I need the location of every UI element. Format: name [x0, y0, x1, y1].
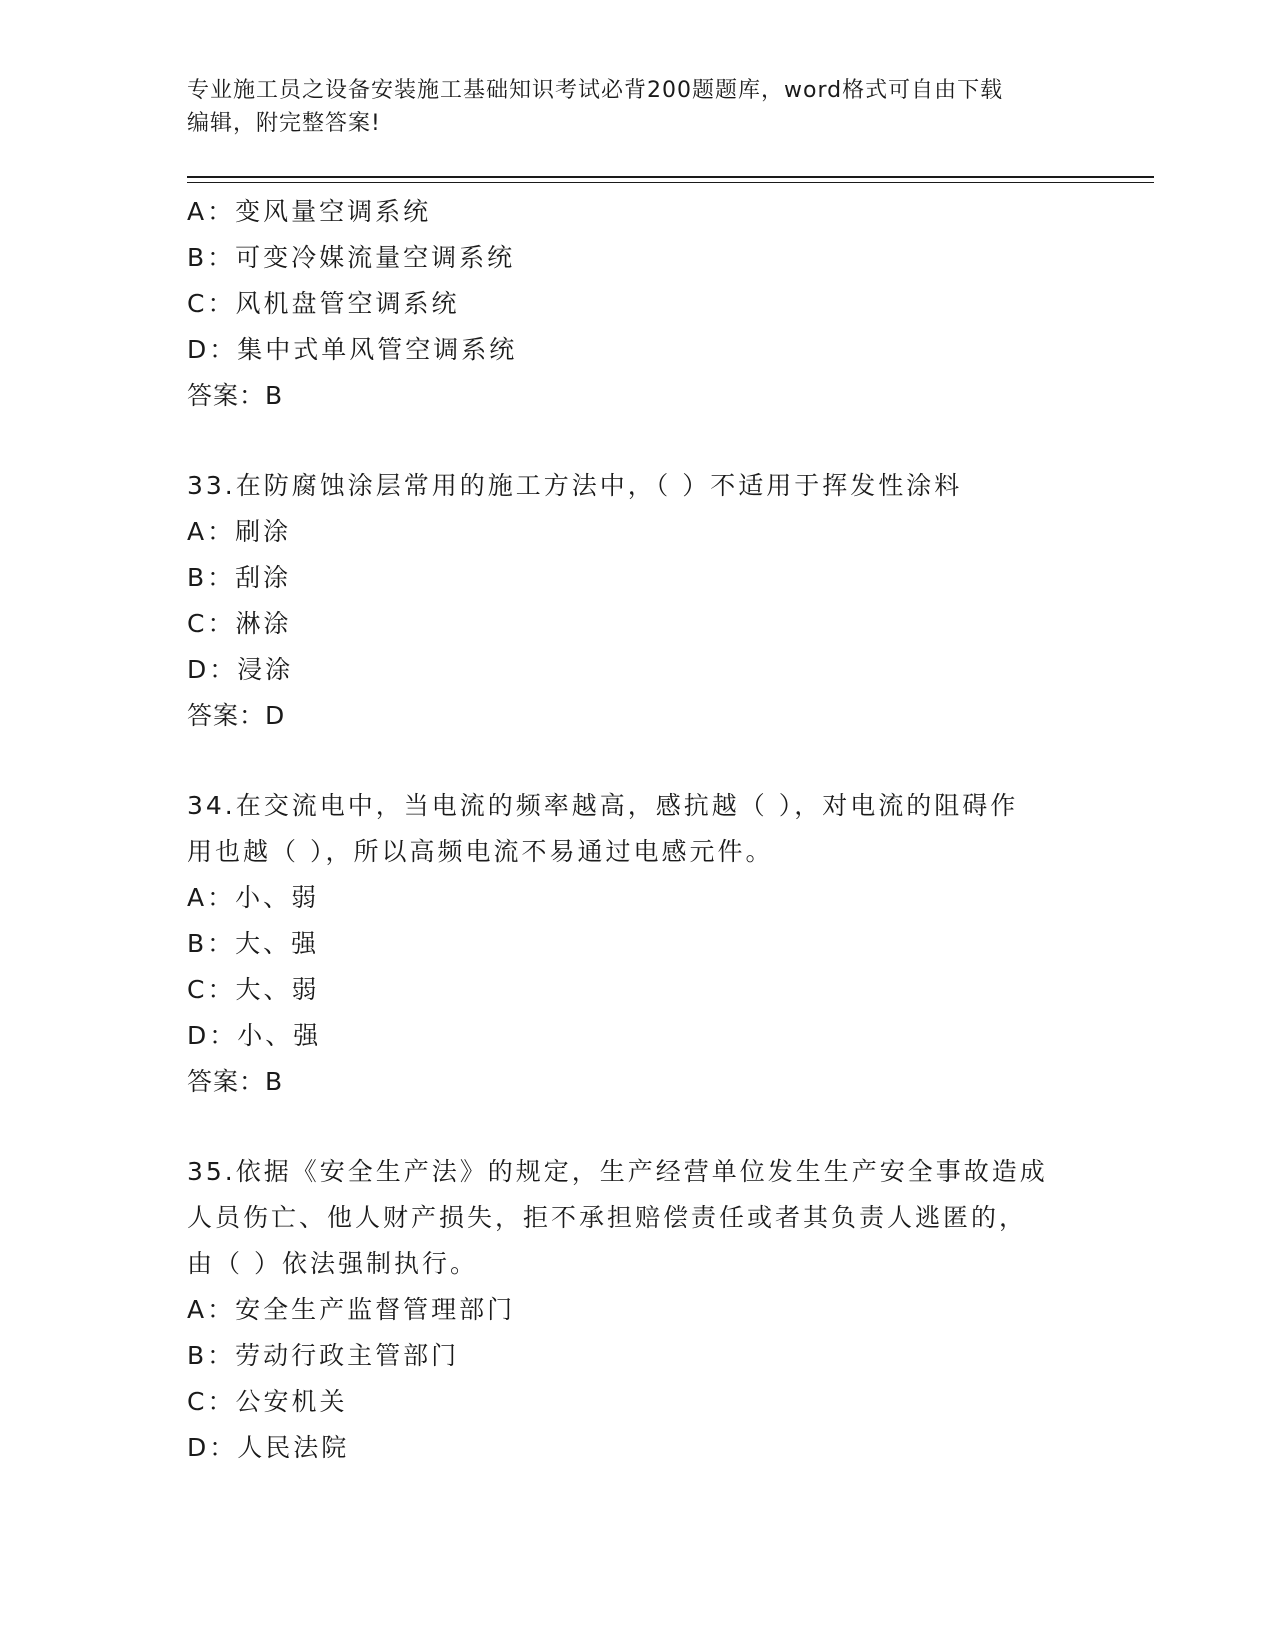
question-stem-line-1: 34.在交流电中，当电流的频率越高，感抗越（ ），对电流的阻碍作 [187, 791, 1019, 820]
option-a: A：刷涂 [187, 517, 292, 546]
question-stem-line-2: 用也越（ ），所以高频电流不易通过电感元件。 [187, 837, 774, 866]
option-b: B：刮涂 [187, 563, 292, 592]
option-c: C：大、弱 [187, 975, 320, 1004]
question-stem-line-2: 人员伤亡、他人财产损失，拒不承担赔偿责任或者其负责人逃匿的， [187, 1203, 1028, 1232]
question-34 [187, 783, 1087, 1105]
spacer [187, 419, 1087, 463]
answer-label: 答案：D [187, 701, 286, 730]
question-35 [187, 1149, 1087, 1471]
document-header [187, 74, 1087, 140]
option-c: C：风机盘管空调系统 [187, 289, 460, 318]
option-d: D：集中式单风管空调系统 [187, 335, 518, 364]
option-b: B：劳动行政主管部门 [187, 1341, 460, 1370]
answer-label: 答案：B [187, 1067, 284, 1096]
spacer [187, 1105, 1087, 1149]
option-a: A：小、弱 [187, 883, 320, 912]
option-c: C：淋涂 [187, 609, 292, 638]
question-32 [187, 189, 1087, 419]
header-divider-thick [187, 176, 1154, 178]
question-list [187, 189, 1087, 1471]
option-d: D：人民法院 [187, 1433, 350, 1462]
option-d: D：浸涂 [187, 655, 294, 684]
header-title-line-1: 专业施工员之设备安装施工基础知识考试必背200题题库，word格式可自由下载 [187, 78, 1004, 103]
option-b: B：可变冷媒流量空调系统 [187, 243, 516, 272]
option-b: B：大、强 [187, 929, 320, 958]
header-title-line-2: 编辑，附完整答案! [187, 111, 381, 136]
answer-label: 答案：B [187, 381, 284, 410]
option-c: C：公安机关 [187, 1387, 348, 1416]
question-stem-line-1: 35.依据《安全生产法》的规定，生产经营单位发生生产安全事故造成 [187, 1157, 1048, 1186]
option-a: A：安全生产监督管理部门 [187, 1295, 516, 1324]
question-33 [187, 463, 1087, 739]
option-d: D：小、强 [187, 1021, 322, 1050]
spacer [187, 739, 1087, 783]
option-a: A：变风量空调系统 [187, 197, 432, 226]
question-stem-line-3: 由（ ）依法强制执行。 [187, 1249, 478, 1278]
header-divider-thin [187, 182, 1154, 183]
question-stem: 33.在防腐蚀涂层常用的施工方法中，（ ）不适用于挥发性涂料 [187, 471, 963, 500]
